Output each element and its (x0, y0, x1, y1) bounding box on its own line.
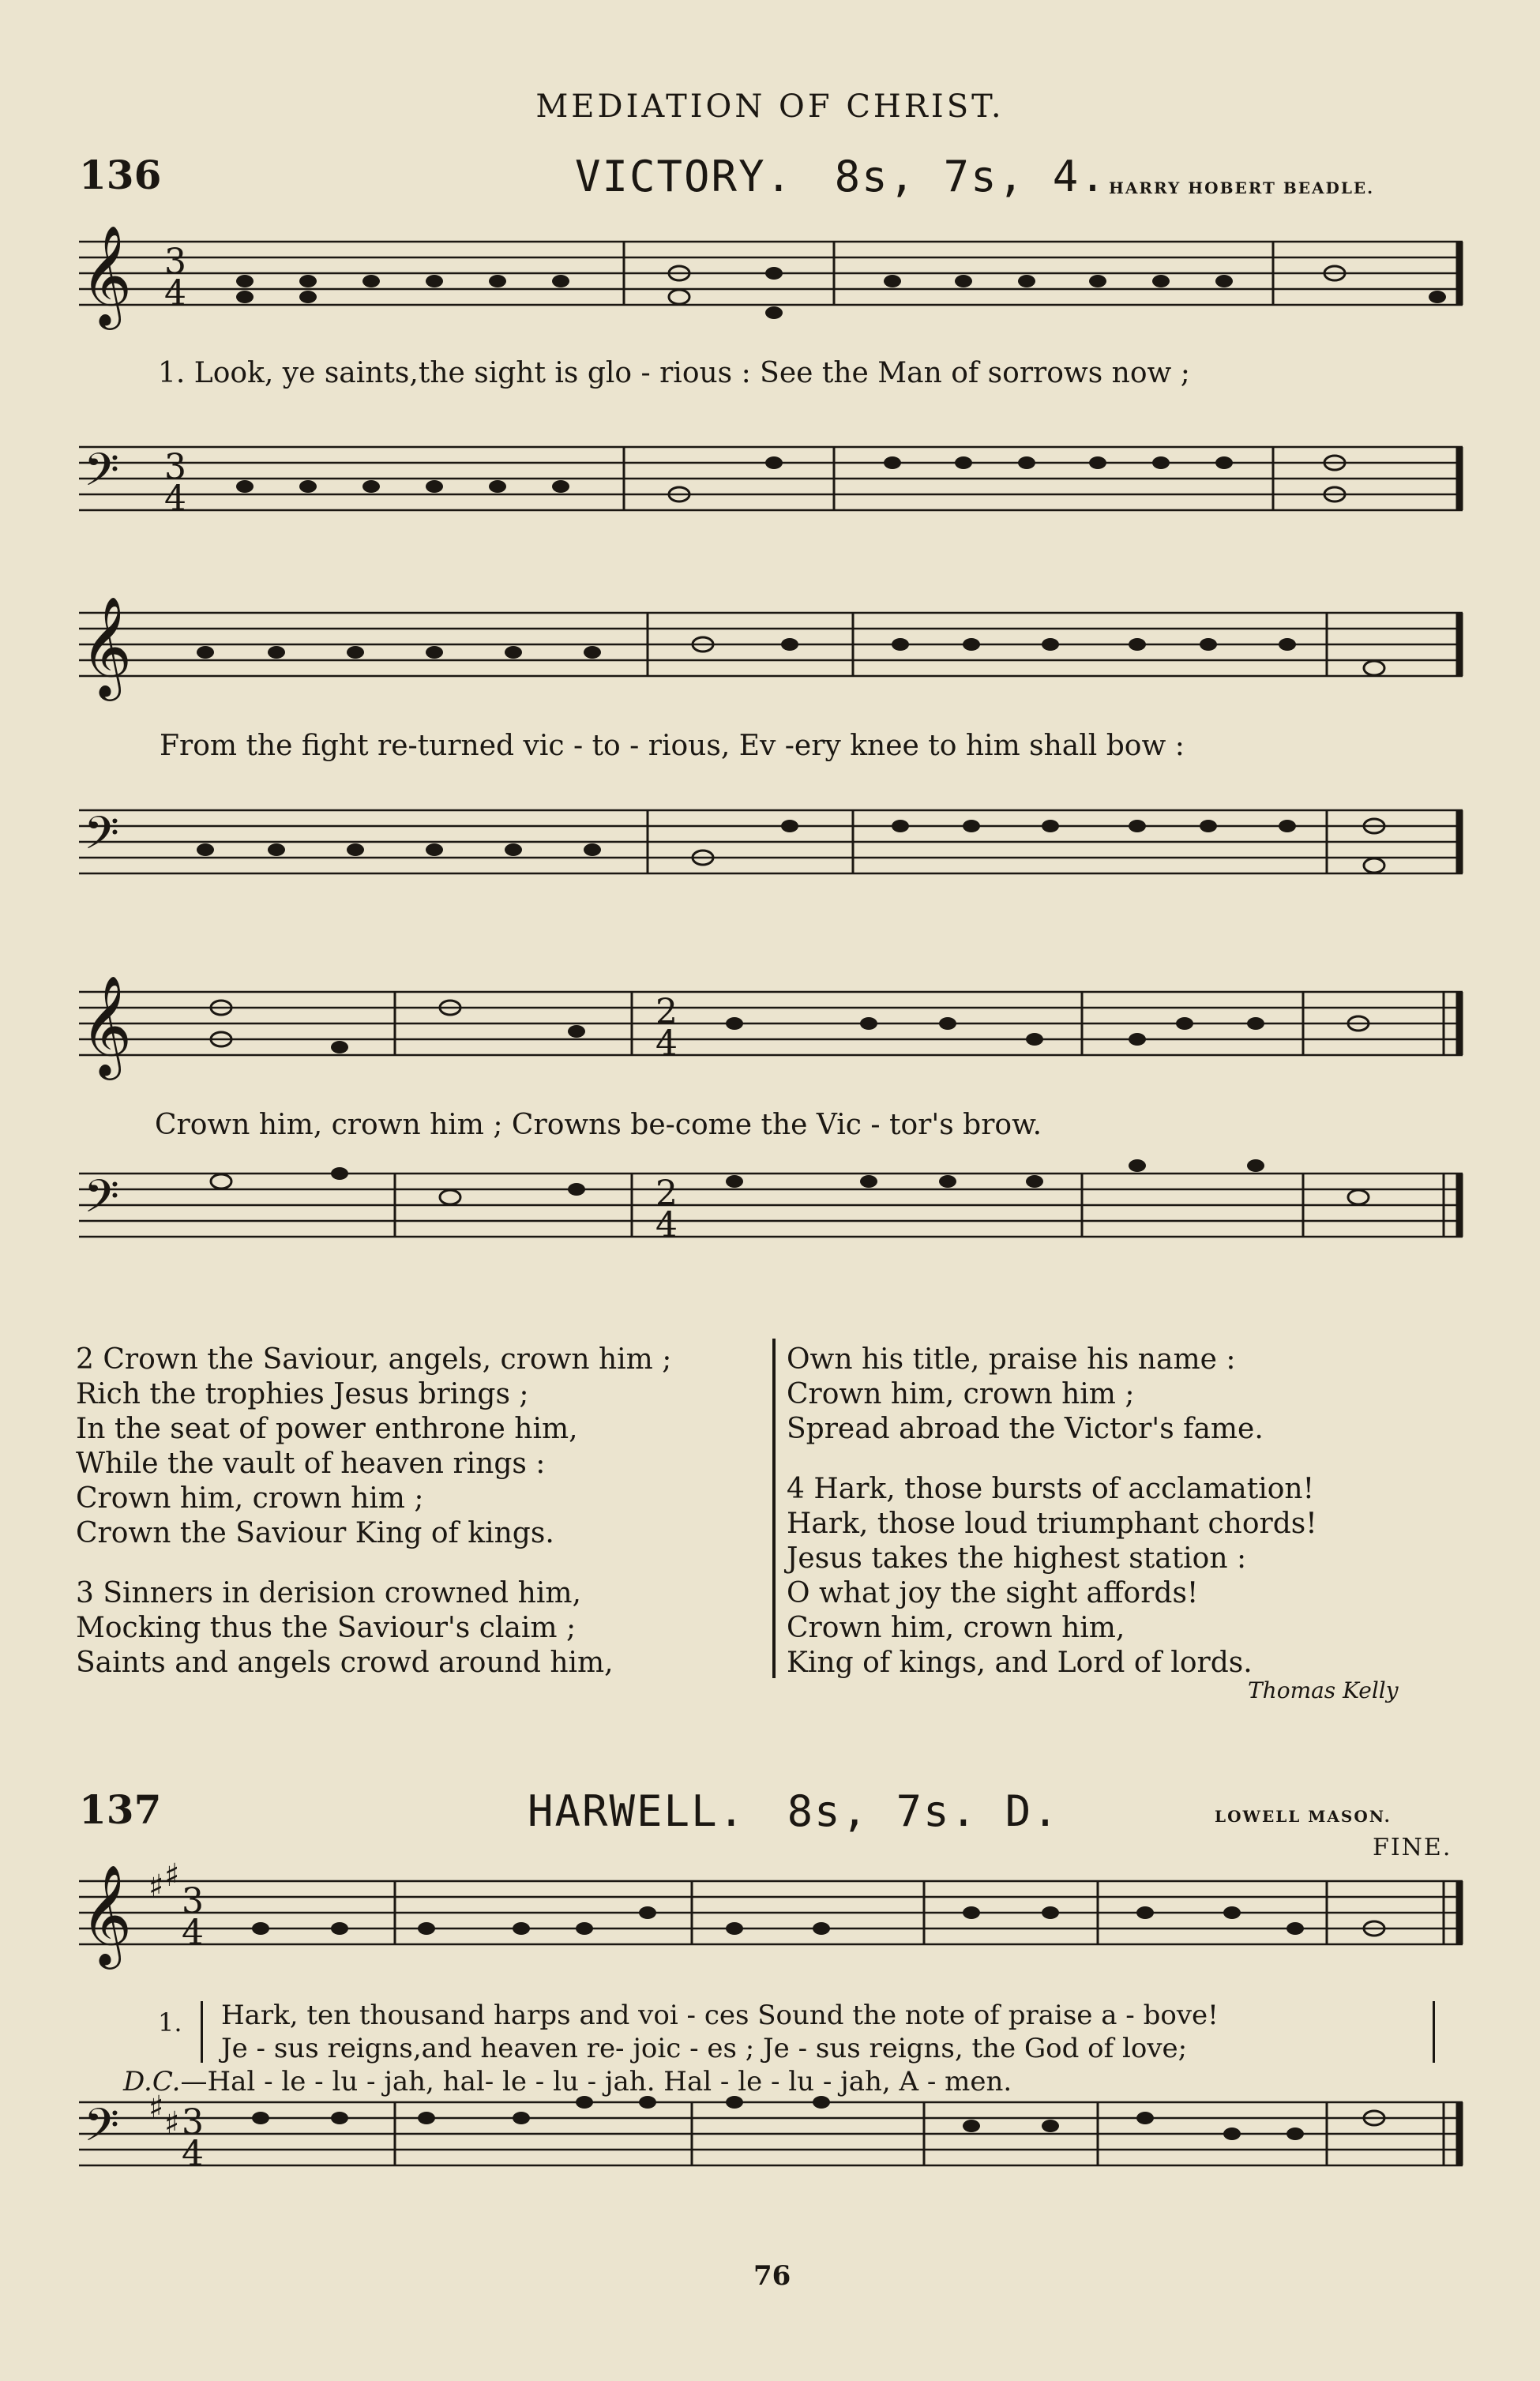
verse-line: Spread abroad the Victor's fame. (787, 1413, 1264, 1445)
svg-text:4: 4 (182, 1913, 204, 1953)
hymn-136-lyric-line-1: 1. Look, ye saints,the sight is glo - rious : See the Man of sorrows now ; (158, 357, 1190, 389)
verse-line: O what joy the sight affords! (787, 1577, 1199, 1609)
svg-text:2: 2 (655, 992, 678, 1032)
hymn-136-attribution: Thomas Kelly (1248, 1677, 1399, 1703)
bass-staff (79, 806, 1463, 873)
hymn-136-lyric-line-3: Crown him, crown him ; Crowns be-come the Vic - tor's brow. (155, 1109, 1042, 1141)
svg-text:𝄢: 𝄢 (84, 2098, 120, 2163)
verse-line: 2 Crown the Saviour, angels, crown him ; (76, 1343, 672, 1376)
hymn-137-meter: 8s, 7s. D. (787, 1786, 1060, 1836)
svg-text:3: 3 (164, 447, 186, 487)
treble-staff (79, 595, 1463, 701)
fine-marking: FINE. (1373, 1834, 1452, 1861)
verse-line: Jesus takes the highest station : (787, 1542, 1247, 1575)
svg-text:𝄞: 𝄞 (81, 595, 133, 697)
svg-text:♯: ♯ (164, 1857, 180, 1894)
svg-text:𝄢: 𝄢 (84, 443, 120, 508)
hymn-137-lyric-line-2: Je - sus reigns,and heaven re- joic - es ; Je - sus reigns, the God of love; (221, 2033, 1188, 2064)
hymn-136-verses-right (787, 1343, 1317, 1681)
svg-text:♯: ♯ (148, 2090, 164, 2126)
right-brace (1425, 2001, 1435, 2063)
bass-staff (79, 1159, 1463, 1245)
left-brace (201, 2001, 211, 2063)
hymn-136-title (575, 152, 1107, 201)
verse-line: Saints and angels crowd around him, (76, 1647, 614, 1679)
hymn-137-dc-line (123, 2066, 1012, 2097)
svg-text:2: 2 (655, 1174, 678, 1214)
svg-text:𝄢: 𝄢 (84, 806, 120, 871)
verse-line: 3 Sinners in derision crowned him, (76, 1577, 581, 1609)
verse-column-divider (772, 1339, 776, 1678)
verse-line: Rich the trophies Jesus brings ; (76, 1378, 529, 1410)
verse-line: Crown him, crown him ; (787, 1378, 1135, 1410)
verse-line: Crown him, crown him, (787, 1612, 1125, 1644)
hymn-137-composer: LOWELL MASON. (1215, 1807, 1392, 1826)
svg-text:3: 3 (182, 2102, 204, 2143)
verse-line: King of kings, and Lord of lords. (787, 1647, 1253, 1679)
verse-line: 4 Hark, those bursts of acclamation! (787, 1473, 1315, 1505)
svg-text:𝄞: 𝄞 (81, 224, 133, 325)
dc-label: D.C. (123, 2066, 181, 2097)
hymn-137-number: 137 (79, 1786, 162, 1833)
svg-text:4: 4 (164, 479, 186, 519)
verse-line: While the vault of heaven rings : (76, 1448, 546, 1480)
dc-lyric: —Hal - le - lu - jah, hal- le - lu - jah. Hal - le - lu - jah, A - men. (180, 2066, 1012, 2097)
svg-text:4: 4 (164, 273, 186, 314)
hymn-136-meter: 8s, 7s, 4. (834, 152, 1107, 201)
music-system-2 (79, 597, 1469, 929)
treble-staff (79, 975, 1463, 1080)
verse-line: Own his title, praise his name : (787, 1343, 1236, 1376)
verse-line: Crown him, crown him ; (76, 1482, 424, 1515)
hymn-137-title (528, 1786, 1060, 1836)
svg-text:4: 4 (182, 2134, 204, 2174)
svg-text:♯: ♯ (164, 2105, 180, 2142)
svg-text:3: 3 (164, 242, 186, 282)
svg-text:4: 4 (655, 1023, 678, 1064)
svg-text:3: 3 (182, 1881, 204, 1921)
verse-line: Hark, those loud triumphant chords! (787, 1508, 1317, 1540)
hymn-137-title-text: HARWELL. (528, 1786, 746, 1836)
hymn-136-lyric-line-2: From the fight re-turned vic - to - rious, Ev -ery knee to him shall bow : (160, 730, 1185, 762)
hymn-137-verse-number: 1. (158, 2007, 182, 2037)
treble-staff (79, 224, 1463, 330)
svg-text:𝄢: 𝄢 (84, 1170, 120, 1234)
bass-staff (79, 2090, 1463, 2174)
verse-line: Mocking thus the Saviour's claim ; (76, 1612, 577, 1644)
bass-staff (79, 443, 1463, 519)
svg-text:♯: ♯ (148, 1868, 164, 1905)
verse-line: Crown the Saviour King of kings. (76, 1517, 554, 1549)
hymn-136-composer: HARRY HOBERT BEADLE. (1109, 178, 1375, 197)
hymn-136-verses-left (76, 1343, 671, 1681)
music-system-4 (79, 1857, 1469, 2197)
treble-staff (79, 1857, 1463, 1970)
svg-text:4: 4 (655, 1205, 678, 1245)
page-number: 76 (753, 2260, 791, 2292)
hymn-136-number: 136 (79, 152, 162, 198)
hymn-136-title-text: VICTORY. (575, 152, 794, 201)
verse-line: In the seat of power enthrone him, (76, 1413, 578, 1445)
hymn-137-lyric-line-1: Hark, ten thousand harps and voi - ces Sound the note of praise a - bove! (221, 2000, 1219, 2031)
music-system-1 (79, 226, 1469, 558)
section-heading: MEDIATION OF CHRIST. (535, 88, 1005, 125)
svg-text:𝄞: 𝄞 (81, 1864, 133, 1965)
svg-text:𝄞: 𝄞 (81, 975, 133, 1076)
